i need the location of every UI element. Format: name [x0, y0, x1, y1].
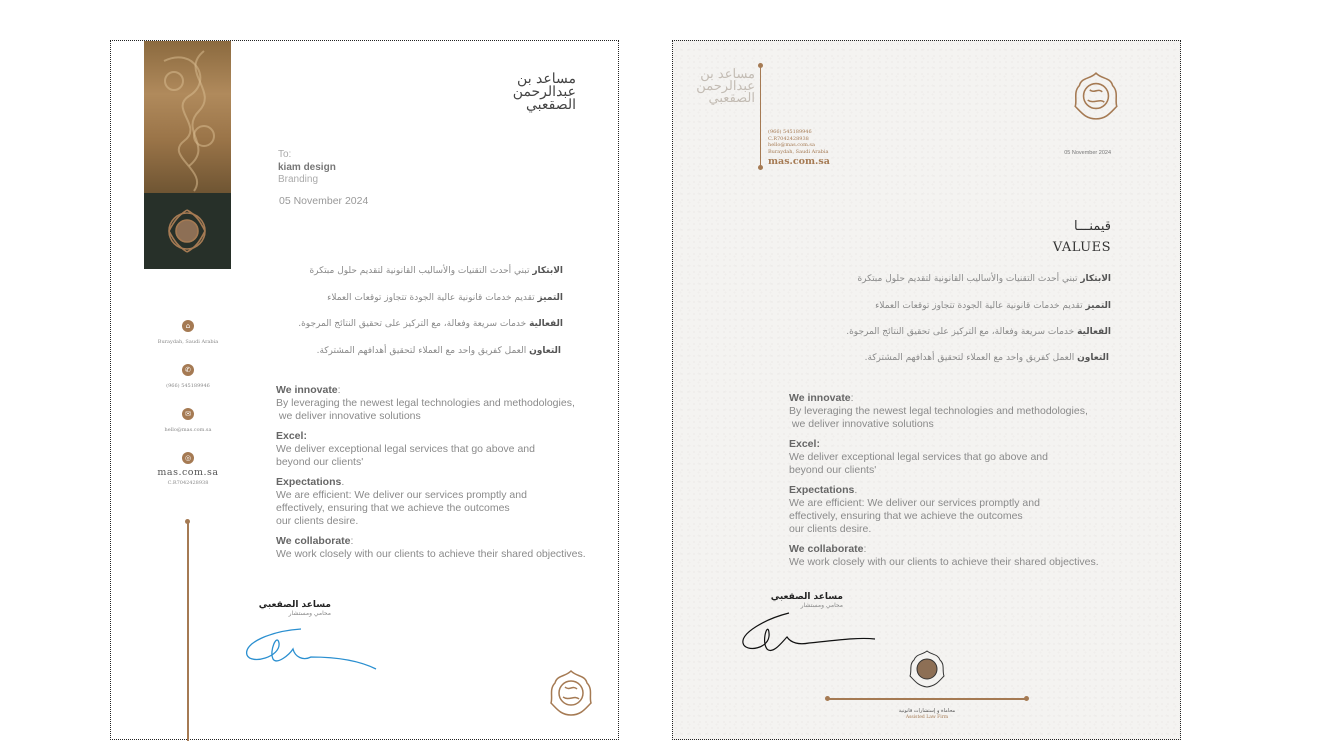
value-en-heading: We collaborate	[789, 543, 864, 555]
value-en-item	[789, 438, 1119, 477]
letter-date: 05 November 2024	[279, 195, 369, 207]
brand-logotype-faded	[695, 69, 755, 105]
recipient-name: kiam design	[278, 161, 336, 173]
mail-icon: ✉	[182, 408, 194, 420]
value-ar-text: تقديم خدمات قانونية عالية الجودة تتجاوز توقعات العملاء	[875, 301, 1083, 311]
value-en-suffix: :	[863, 543, 867, 555]
value-en-item	[276, 476, 606, 528]
value-ar-key: التميز	[1085, 301, 1111, 311]
value-ar-key: الفعالية	[529, 319, 563, 329]
phone-icon: ✆	[182, 364, 194, 376]
rule-right-dot	[1024, 696, 1029, 701]
value-ar-key: الفعالية	[1077, 327, 1111, 337]
vertical-accent-line	[187, 521, 189, 741]
value-ar-text: خدمات سريعة وفعالة، مع التركيز على تحقيق النتائج المرجوة.	[846, 327, 1075, 337]
value-en-heading: We innovate	[276, 384, 338, 396]
value-en-line: By leveraging the newest legal technologies and methodologies,	[276, 397, 575, 409]
blue-handwritten-signature	[241, 621, 381, 676]
value-en-heading: We innovate	[789, 392, 851, 404]
value-ar-text: تبني أحدث التقنيات والأساليب القانونية لتقديم حلول مبتكرة	[857, 274, 1078, 284]
value-en-line: We are efficient: We deliver our services promptly and	[276, 489, 527, 501]
values-title-ar: قيمنـــا	[1074, 219, 1111, 234]
to-label: To:	[278, 149, 292, 160]
line-bottom-dot	[758, 165, 763, 170]
values-title-en: VALUES	[1052, 240, 1111, 255]
value-ar-text: العمل كفريق واحد مع العملاء لتحقيق أهدافهم المشتركة.	[864, 353, 1075, 363]
value-en-line: our clients desire.	[276, 515, 359, 527]
value-en-suffix: .	[341, 476, 345, 488]
value-ar-key: التعاون	[529, 346, 561, 356]
value-en-item	[276, 384, 606, 423]
contact-line: C.R7042428938	[768, 135, 809, 142]
value-en-suffix: :	[850, 392, 854, 404]
value-ar-key: التميز	[537, 293, 563, 303]
value-en-line: We are efficient: We deliver our services promptly and	[789, 497, 1040, 509]
value-ar-row	[857, 274, 1111, 284]
value-en-line: beyond our clients'	[276, 456, 364, 468]
value-ar-text: تقديم خدمات قانونية عالية الجودة تتجاوز توقعات العملاء	[327, 293, 535, 303]
footer-arabic: محاماة و إستشارات قانونية	[898, 708, 956, 714]
signature-name-block	[258, 600, 331, 617]
brand-logotype	[513, 73, 576, 112]
value-en-heading: We collaborate	[276, 535, 351, 547]
value-en-item	[789, 543, 1119, 569]
value-ar-key: الابتكار	[1080, 274, 1111, 284]
contact-line: hello@mas.com.sa	[768, 142, 815, 148]
letterhead-page-1	[110, 40, 619, 740]
value-ar-row	[875, 301, 1111, 311]
recipient-block	[278, 149, 336, 187]
ornament-seal-icon	[1071, 69, 1121, 123]
contact-line: (966) 545189946	[768, 129, 812, 135]
signature-title: محامي ومستشار	[800, 602, 843, 609]
letter-date: 05 November 2024	[1064, 150, 1111, 156]
value-en-heading: Excel:	[789, 438, 820, 450]
home-icon: ⌂	[182, 320, 194, 332]
contact-address: Buraydah, Saudi Arabia	[157, 339, 219, 345]
dark-seal-panel	[144, 193, 231, 269]
value-en-line: we deliver innovative solutions	[276, 410, 421, 422]
signature-name: مساعد الصقعبي	[770, 592, 843, 602]
contact-line: Buraydah, Saudi Arabia	[768, 148, 829, 155]
brand-line: مساعد بن	[517, 71, 576, 87]
brand-line: مساعد بن	[700, 67, 755, 82]
value-en-item	[276, 535, 606, 561]
value-en-line: our clients desire.	[789, 523, 872, 535]
contact-list	[768, 129, 828, 155]
contact-website: mas.com.sa	[157, 467, 219, 478]
footer-english: Assisted Law Firm	[905, 715, 949, 720]
value-en-line: effectively, ensuring that we achieve the outcomes	[789, 510, 1023, 522]
value-en-line: We work closely with our clients to achieve their shared objectives.	[789, 556, 1099, 568]
letterhead-page-2	[672, 40, 1181, 740]
value-ar-text: خدمات سريعة وفعالة، مع التركيز على تحقيق النتائج المرجوة.	[298, 319, 527, 329]
value-ar-key: التعاون	[1077, 353, 1109, 363]
value-en-line: We work closely with our clients to achieve their shared objectives.	[276, 548, 586, 560]
value-en-heading: Expectations	[276, 476, 342, 488]
black-handwritten-signature	[739, 609, 879, 657]
calligraphy-emboss-icon	[144, 41, 231, 193]
value-en-line: By leveraging the newest legal technologies and methodologies,	[789, 405, 1088, 417]
brand-line: عبدالرحمن	[696, 79, 755, 94]
value-en-line: we deliver innovative solutions	[789, 418, 934, 430]
signature-title: محامي ومستشار	[288, 610, 331, 617]
value-en-line: beyond our clients'	[789, 464, 877, 476]
contact-phone: (966) 545189946	[166, 383, 210, 389]
value-ar-text: تبني أحدث التقنيات والأساليب القانونية لتقديم حلول مبتكرة	[309, 266, 530, 276]
recipient-department: Branding	[278, 174, 319, 185]
value-ar-key: الابتكار	[532, 266, 563, 276]
value-ar-row	[327, 293, 563, 303]
contact-email: hello@mas.com.sa	[164, 427, 212, 433]
value-en-suffix: :	[350, 535, 354, 547]
bottom-seal-logo-icon	[908, 649, 946, 689]
signature-name-block	[770, 592, 843, 609]
value-ar-row	[846, 327, 1111, 337]
value-ar-text: العمل كفريق واحد مع العملاء لتحقيق أهدافهم المشتركة.	[316, 346, 527, 356]
value-ar-row	[298, 319, 563, 329]
brand-line: عبدالرحمن	[512, 84, 576, 100]
value-en-line: We deliver exceptional legal services that go above and	[276, 443, 535, 455]
values-en-block	[789, 392, 1119, 569]
value-en-suffix: .	[854, 484, 858, 496]
value-ar-row	[865, 353, 1109, 363]
vertical-accent-line	[760, 65, 762, 167]
value-en-heading: Excel:	[276, 430, 307, 442]
contact-website: mas.com.sa	[768, 156, 830, 167]
seal-logo-icon	[144, 193, 231, 269]
value-ar-row	[317, 346, 561, 356]
value-en-suffix: :	[337, 384, 341, 396]
globe-icon: ◎	[182, 452, 194, 464]
signature-name: مساعد الصقعبي	[258, 600, 331, 610]
value-ar-row	[309, 266, 563, 276]
value-en-line: We deliver exceptional legal services that go above and	[789, 451, 1048, 463]
ornament-seal-icon	[547, 667, 595, 719]
value-en-item	[789, 484, 1119, 536]
value-en-heading: Expectations	[789, 484, 855, 496]
brand-line: الصقعبي	[525, 97, 576, 113]
value-en-item	[789, 392, 1119, 431]
brand-line: الصقعبي	[708, 91, 755, 106]
footer-rule	[828, 698, 1026, 700]
contact-cr: C.R7042428938	[167, 480, 209, 486]
values-en-block	[276, 384, 606, 561]
value-en-line: effectively, ensuring that we achieve the outcomes	[276, 502, 510, 514]
gold-pattern-panel	[144, 41, 231, 193]
value-en-item	[276, 430, 606, 469]
